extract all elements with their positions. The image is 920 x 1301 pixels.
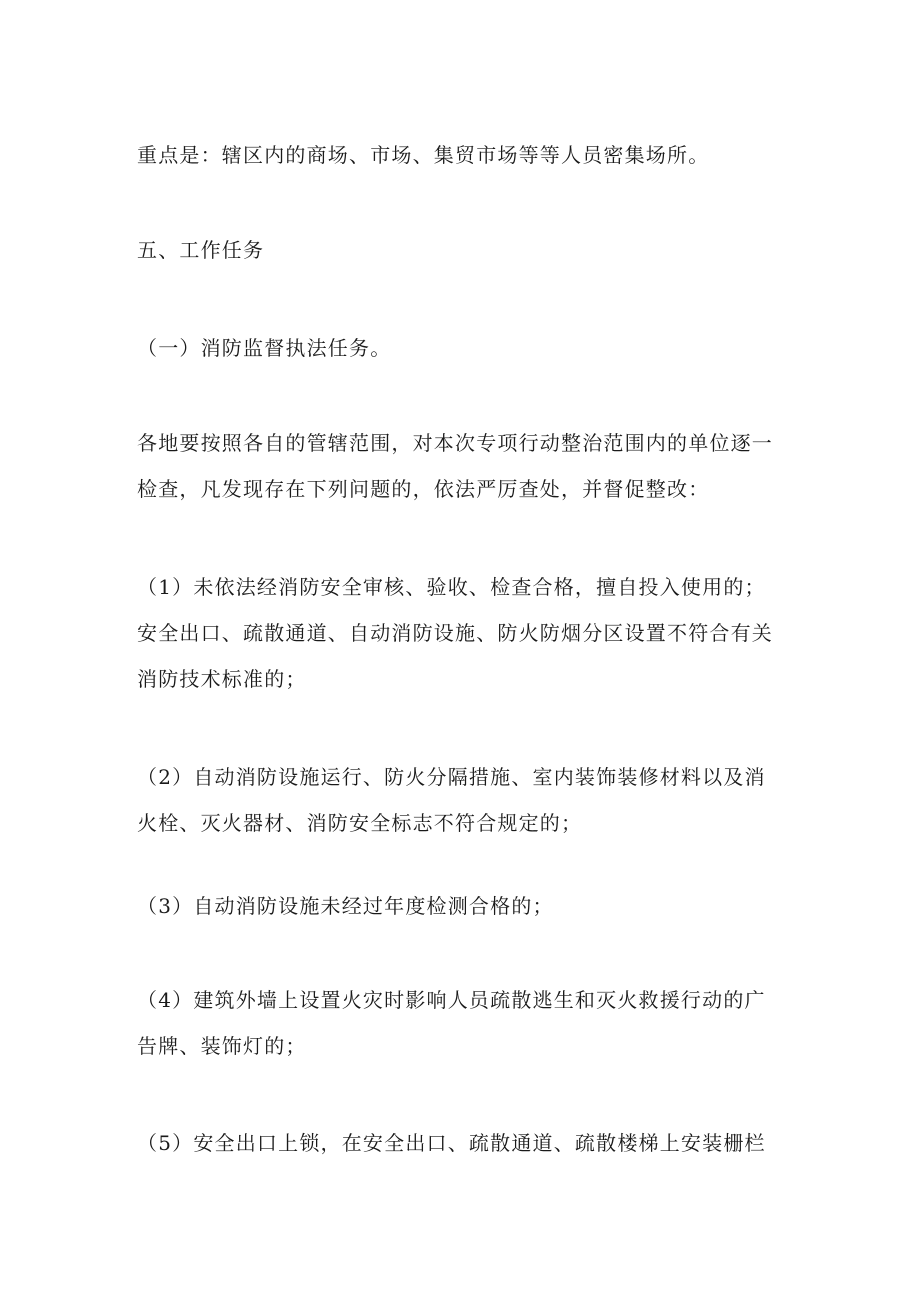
- text-line: 安全出口、疏散通道、自动消防设施、防火防烟分区设置不符合有关: [137, 621, 773, 645]
- text-line: 消防技术标准的；: [137, 667, 307, 691]
- text-line: 检查，凡发现存在下列问题的，依法严厉查处，并督促整改：: [137, 477, 710, 501]
- text-line: （1）未依法经消防安全审核、验收、检查合格，擅自投入使用的；: [137, 575, 766, 599]
- list-item-2: [137, 754, 791, 846]
- section-heading-work-tasks: [137, 227, 791, 273]
- text-line: （4）建筑外墙上设置火灾时影响人员疏散逃生和灭火救援行动的广: [137, 988, 766, 1012]
- paragraph-focus: [137, 132, 791, 178]
- list-item-1: [137, 564, 791, 702]
- text-line: （2）自动消防设施运行、防火分隔措施、室内装饰装修材料以及消: [137, 765, 766, 789]
- list-item-4: [137, 977, 791, 1069]
- text-line: 告牌、装饰灯的；: [137, 1034, 307, 1058]
- text-line: 各地要按照各自的管辖范围，对本次专项行动整治范围内的单位逐一: [137, 431, 773, 455]
- text-line: 火栓、灭火器材、消防安全标志不符合规定的；: [137, 811, 583, 835]
- list-item-5: [137, 1120, 791, 1166]
- text-line: 重点是：辖区内的商场、市场、集贸市场等等人员密集场所。: [137, 143, 710, 167]
- text-line: 五、工作任务: [137, 238, 265, 262]
- text-line: （一）消防监督执法任务。: [137, 336, 392, 360]
- subheading-enforcement: [137, 325, 791, 371]
- paragraph-intro: [137, 420, 791, 512]
- text-line: （5）安全出口上锁，在安全出口、疏散通道、疏散楼梯上安装栅栏: [137, 1131, 766, 1155]
- list-item-3: [137, 883, 791, 929]
- text-line: （3）自动消防设施未经过年度检测合格的；: [137, 894, 554, 918]
